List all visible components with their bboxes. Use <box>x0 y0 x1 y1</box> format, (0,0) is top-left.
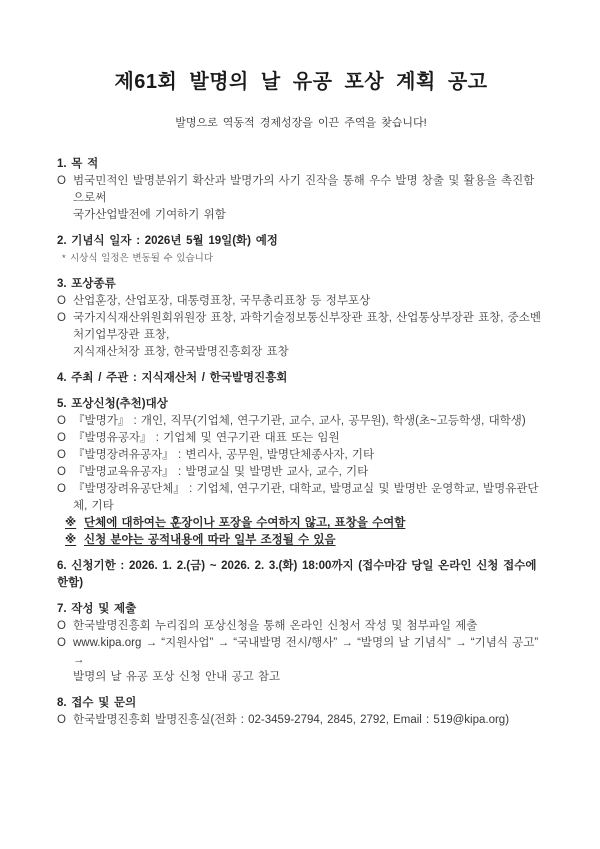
section-heading: 5. 포상신청(추천)대상 <box>57 398 168 410</box>
footnote-text: 시상식 일정은 변동될 수 있습니다 <box>70 253 214 264</box>
section-eligibility <box>57 396 545 549</box>
section-heading: 1. 목 적 <box>57 158 99 170</box>
bullet-marker: O <box>57 714 66 726</box>
emphasis-note <box>65 515 545 532</box>
bullet-marker: O <box>57 415 66 427</box>
section-heading: 6. 신청기한 : 2026. 1. 2.(금) ~ 2026. 2. 3.(화) 18:00까지 (접수마감 당일 온라인 신청 접수에 한함) <box>57 560 537 589</box>
bullet-marker: O <box>57 620 66 632</box>
bullet-marker: O <box>57 295 66 307</box>
bullet-text: 『발명장려유공자』 : 변리사, 공무원, 발명단체종사자, 기타 <box>73 449 375 461</box>
emphasis-note <box>65 532 545 549</box>
bullet-item <box>57 293 545 310</box>
bullet-marker: O <box>57 432 66 444</box>
section-ceremony-date <box>57 233 545 267</box>
bullet-item <box>57 310 545 361</box>
bullet-item <box>57 173 545 224</box>
bullet-text: 산업훈장, 산업포장, 대통령표창, 국무총리표창 등 정부포상 <box>73 295 371 307</box>
section-award-types <box>57 276 545 361</box>
bullet-marker: O <box>57 175 66 187</box>
bullet-marker: O <box>57 312 66 324</box>
bullet-item <box>57 447 545 464</box>
footnote-marker: * <box>62 253 66 264</box>
section-heading: 3. 포상종류 <box>57 278 116 290</box>
reference-mark: ※ <box>65 534 77 546</box>
bullet-item <box>57 464 545 481</box>
section-heading: 2. 기념식 일자 : 2026년 5월 19일(화) 예정 <box>57 235 278 247</box>
section-heading: 8. 접수 및 문의 <box>57 697 137 709</box>
bullet-text: www.kipa.org → “지원사업” → “국내발명 전시/행사” → “발명의 날 기념식” → “기념식 공고” → 발명의 날 유공 포상 신청 안내 공고 참고 <box>73 637 539 683</box>
section-heading: 7. 작성 및 제출 <box>57 603 137 615</box>
footnote <box>62 250 545 267</box>
section-purpose <box>57 156 545 224</box>
page-subtitle: 발명으로 역동적 경제성장을 이끈 주역을 찾습니다! <box>175 117 427 129</box>
section-contact <box>57 695 545 729</box>
bullet-item <box>57 481 545 515</box>
section-deadline <box>57 558 545 592</box>
page-title: 제61회 발명의 날 유공 포상 계획 공고 <box>114 71 488 93</box>
bullet-marker: O <box>57 483 66 495</box>
reference-mark: ※ <box>65 517 77 529</box>
bullet-text: 범국민적인 발명분위기 확산과 발명가의 사기 진작을 통해 우수 발명 창출 및 활용을 촉진함으로써 국가산업발전에 기여하기 위함 <box>73 175 535 221</box>
section-heading: 4. 주최 / 주관 : 지식재산처 / 한국발명진흥회 <box>57 372 288 384</box>
bullet-item <box>57 635 545 686</box>
bullet-item <box>57 413 545 430</box>
bullet-text: 국가지식재산위원회위원장 표창, 과학기술정보통신부장관 표창, 산업통상부장관 표창, 중소벤처기업부장관 표창, 지식재산처장 표창, 한국발명진흥회장 표창 <box>73 312 542 358</box>
section-submission <box>57 601 545 686</box>
bullet-text: 『발명유공자』 : 기업체 및 연구기관 대표 또는 임원 <box>73 432 340 444</box>
bullet-text: 『발명장려유공단체』 : 기업체, 연구기관, 대학교, 발명교실 및 발명반 운영학교, 발명유관단체, 기타 <box>73 483 539 512</box>
emphasis-text: 신청 분야는 공적내용에 따라 일부 조정될 수 있음 <box>84 534 336 546</box>
bullet-marker: O <box>57 466 66 478</box>
bullet-item <box>57 712 545 729</box>
document-body <box>57 156 545 729</box>
website-path-text: www.kipa.org → “지원사업” → “국내발명 전시/행사” → “발명의 날 기념식” → “기념식 공고” → <box>73 637 539 666</box>
bullet-item <box>57 618 545 635</box>
contact-info-text: 한국발명진흥회 발명진흥실(전화 : 02-3459-2794, 2845, 2792, Email : 519@kipa.org) <box>73 714 510 726</box>
bullet-text: 한국발명진흥회 누리집의 포상신청을 통해 온라인 신청서 작성 및 첨부파일 제출 <box>73 620 478 632</box>
bullet-text: 『발명가』 : 개인, 직무(기업체, 연구기관, 교수, 교사, 공무원), 학생(초~고등학생, 대학생) <box>73 415 526 427</box>
bullet-marker: O <box>57 637 66 649</box>
bullet-text: 『발명교육유공자』 : 발명교실 및 발명반 교사, 교수, 기타 <box>73 466 369 478</box>
section-host-organizer <box>57 370 545 387</box>
emphasis-text: 단체에 대하여는 훈장이나 포장을 수여하지 않고, 표창을 수여함 <box>84 517 406 529</box>
bullet-item <box>57 430 545 447</box>
bullet-marker: O <box>57 449 66 461</box>
